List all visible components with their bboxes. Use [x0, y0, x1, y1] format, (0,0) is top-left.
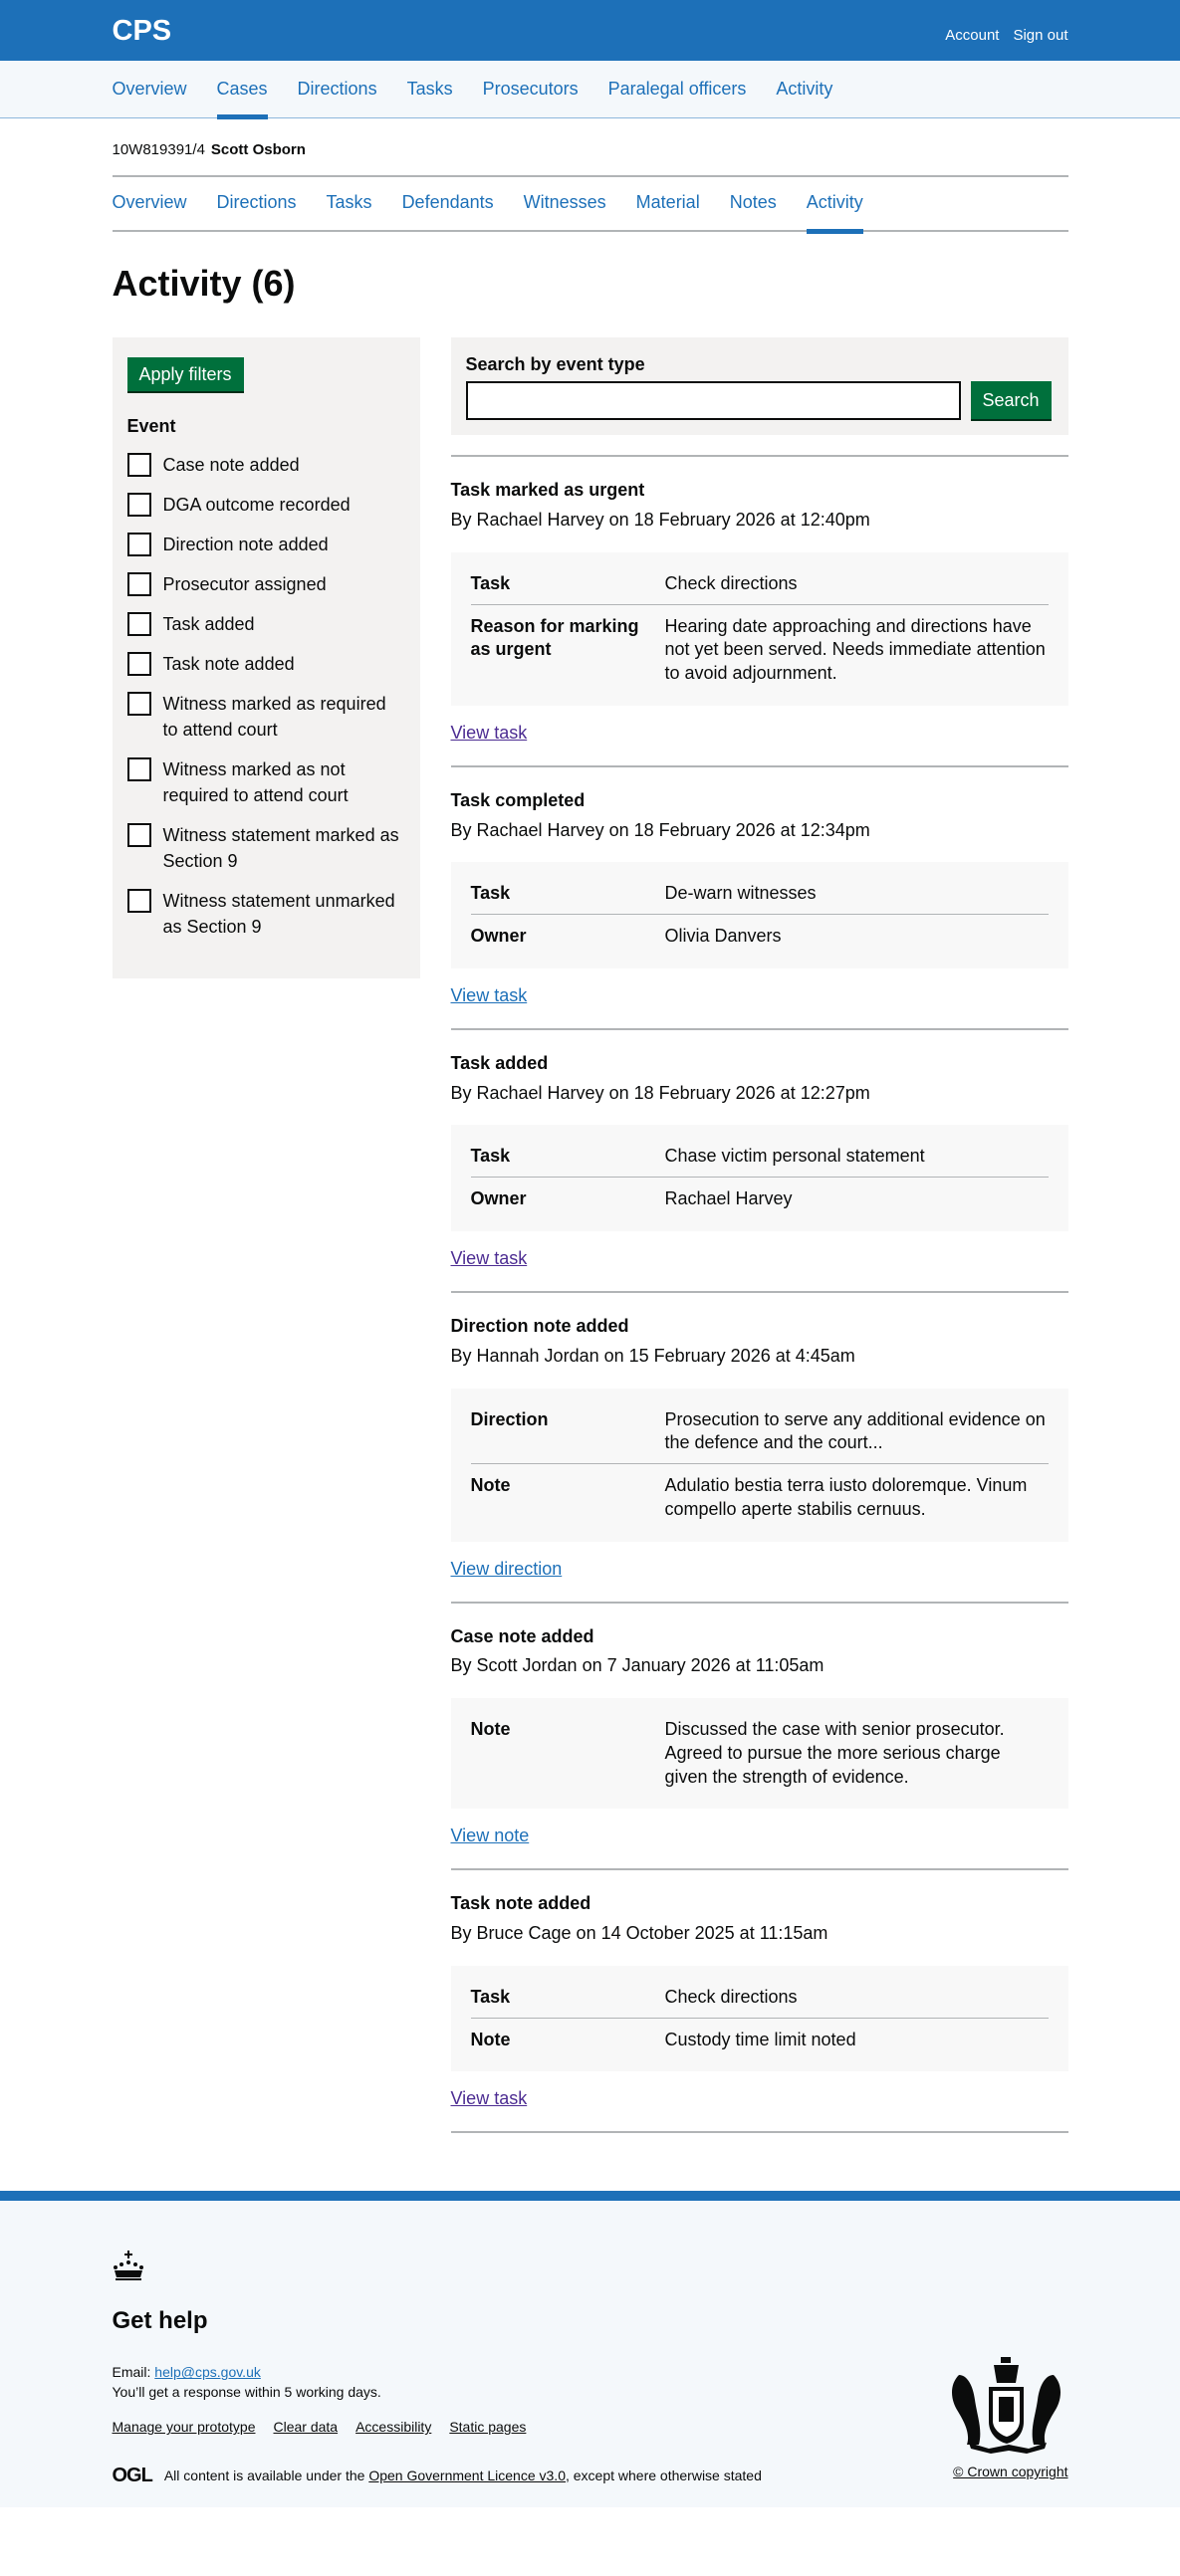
checkbox-icon[interactable]: [127, 757, 151, 781]
event-title: Task added: [450, 1052, 549, 1073]
filter-panel: [113, 337, 420, 979]
divider: [451, 2131, 1068, 2133]
nav-item-prosecutors[interactable]: Prosecutors: [482, 79, 579, 99]
detail-value: Chase victim personal statement: [664, 1146, 925, 1167]
view-task-link[interactable]: View task: [450, 2088, 528, 2109]
tab-defendants[interactable]: Defendants: [401, 192, 494, 212]
detail-value: Check directions: [664, 1986, 798, 2007]
filter-checkbox-direction-note-added[interactable]: [127, 532, 405, 557]
activity-event: [451, 1602, 1068, 1869]
get-help-heading: Get help: [112, 2307, 208, 2335]
detail-row: [471, 1398, 1049, 1465]
tab-material[interactable]: Material: [635, 192, 700, 212]
tab-activity[interactable]: Activity: [807, 177, 863, 232]
detail-key: Note: [470, 2029, 511, 2049]
case-number: 10W819391/4: [112, 141, 205, 158]
event-details: [451, 1698, 1068, 1809]
checkbox-label: Witness statement unmarked as Section 9: [162, 891, 395, 938]
event-details: [451, 552, 1068, 706]
crown-copyright-link[interactable]: © Crown copyright: [953, 2464, 1068, 2480]
crown-icon: [113, 2251, 144, 2280]
sign-out-link[interactable]: Sign out: [1013, 27, 1068, 44]
detail-value: Adulatio bestia terra iusto doloremque. Vinum compello aperte stabilis cernuus.: [664, 1475, 1028, 1519]
filter-checkbox-prosecutor-assigned[interactable]: [127, 571, 405, 597]
activity-event: [451, 455, 1068, 765]
event-title: Direction note added: [450, 1316, 629, 1336]
detail-row: [471, 562, 1049, 605]
response-time: You’ll get a response within 5 working days.: [112, 2384, 381, 2401]
detail-key: Task: [470, 883, 511, 904]
detail-value: De-warn witnesses: [664, 883, 817, 904]
checkbox-label: DGA outcome recorded: [162, 495, 351, 516]
nav-item-tasks[interactable]: Tasks: [406, 79, 453, 99]
nav-item-cases[interactable]: Cases: [217, 61, 268, 118]
checkbox-label: Witness marked as not required to attend court: [162, 759, 349, 806]
checkbox-icon[interactable]: [127, 453, 151, 477]
checkbox-label: Task note added: [162, 654, 295, 675]
view-note-link[interactable]: View note: [450, 1825, 530, 1846]
checkbox-label: Prosecutor assigned: [162, 574, 327, 595]
static-pages-link[interactable]: Static pages: [449, 2419, 527, 2436]
checkbox-icon[interactable]: [127, 493, 151, 517]
activity-event: [451, 1028, 1068, 1291]
event-byline: By Scott Jordan on 7 January 2026 at 11:05am: [450, 1655, 825, 1676]
view-task-link[interactable]: View task: [450, 984, 528, 1005]
nav-item-directions[interactable]: Directions: [297, 79, 377, 99]
event-byline: By Hannah Jordan on 15 February 2026 at 4:45am: [450, 1345, 855, 1366]
tab-tasks[interactable]: Tasks: [326, 192, 372, 212]
event-details: [451, 1125, 1068, 1231]
email-link[interactable]: help@cps.gov.uk: [154, 2364, 261, 2381]
nav-item-activity[interactable]: Activity: [776, 79, 833, 99]
detail-key: Owner: [470, 926, 527, 947]
event-title: Task note added: [450, 1893, 591, 1914]
event-details: [451, 1966, 1068, 2072]
filter-checkbox-witness-marked-as-not-required-to-attend-court[interactable]: [127, 756, 405, 808]
detail-value: Prosecution to serve any additional evidence on the defence and the court...: [664, 1408, 1046, 1453]
detail-row: [471, 1178, 1049, 1219]
licence-link[interactable]: Open Government Licence v3.0: [368, 2468, 566, 2484]
checkbox-label: Direction note added: [162, 535, 329, 555]
detail-row: [471, 1135, 1049, 1178]
manage-prototype-link[interactable]: Manage your prototype: [112, 2419, 256, 2436]
checkbox-label: Witness marked as required to attend court: [162, 694, 386, 741]
checkbox-label: Witness statement marked as Section 9: [162, 825, 399, 872]
royal-coat-of-arms-icon: [949, 2355, 1063, 2455]
checkbox-icon[interactable]: [127, 889, 151, 913]
event-title: Task marked as urgent: [450, 480, 645, 501]
activity-event: [451, 1291, 1068, 1602]
activity-event: [451, 1868, 1068, 2131]
checkbox-icon[interactable]: [127, 823, 151, 847]
ogl-logo: OGL: [112, 2465, 152, 2487]
detail-key: Note: [470, 1475, 511, 1495]
licence-text: [164, 2467, 762, 2484]
filter-checkbox-case-note-added[interactable]: [127, 452, 405, 478]
footer: [0, 2191, 1180, 2507]
detail-key: Owner: [470, 1188, 527, 1209]
activity-list: [451, 337, 1068, 2134]
filter-checkbox-task-note-added[interactable]: [127, 651, 405, 677]
detail-value: Discussed the case with senior prosecutor. Agreed to pursue the more serious charge given the strength of evidence.: [664, 1719, 1005, 1787]
event-legend: Event: [126, 415, 176, 436]
filter-checkbox-task-added[interactable]: [127, 611, 405, 637]
filter-checkbox-witness-marked-as-required-to-attend-court[interactable]: [127, 691, 405, 743]
licence-prefix: All content is available under the: [163, 2468, 369, 2484]
detail-key: Task: [470, 1146, 511, 1167]
checkbox-label: Case note added: [162, 455, 300, 476]
detail-value: Rachael Harvey: [664, 1188, 793, 1209]
licence-suffix: , except where otherwise stated: [565, 2468, 762, 2484]
detail-value: Hearing date approaching and directions have not yet been served. Needs immediate attention to avoid adjournment.: [664, 615, 1046, 684]
account-link[interactable]: Account: [945, 27, 1000, 44]
clear-data-link[interactable]: Clear data: [273, 2419, 339, 2436]
checkbox-icon[interactable]: [127, 692, 151, 716]
event-details: [451, 862, 1068, 968]
detail-key: Task: [470, 572, 511, 593]
checkbox-icon[interactable]: [127, 572, 151, 596]
detail-key: Direction: [470, 1408, 549, 1429]
activity-event: [451, 765, 1068, 1028]
defendant-name: Scott Osborn: [210, 141, 306, 158]
checkbox-label: Task added: [162, 614, 255, 635]
page-title: Activity (6): [112, 263, 296, 304]
view-direction-link[interactable]: View direction: [450, 1558, 563, 1579]
detail-key: Reason for marking as urgent: [470, 615, 639, 660]
event-byline: By Rachael Harvey on 18 February 2026 at 12:27pm: [450, 1082, 870, 1103]
detail-value: Custody time limit noted: [664, 2029, 856, 2049]
tab-notes[interactable]: Notes: [729, 192, 777, 212]
tab-overview[interactable]: Overview: [112, 192, 187, 212]
detail-row: [471, 1708, 1049, 1797]
site-header: [0, 0, 1180, 61]
detail-value: Check directions: [664, 572, 798, 593]
search-input[interactable]: [466, 381, 961, 420]
view-task-link[interactable]: View task: [450, 1247, 528, 1268]
email-label: Email:: [112, 2364, 155, 2381]
event-byline: By Bruce Cage on 14 October 2025 at 11:15am: [450, 1923, 828, 1944]
apply-filters-button[interactable]: Apply filters: [127, 357, 244, 391]
nav-item-paralegal-officers[interactable]: Paralegal officers: [607, 79, 747, 99]
tab-witnesses[interactable]: Witnesses: [523, 192, 606, 212]
event-details: [451, 1389, 1068, 1542]
event-title: Case note added: [450, 1625, 594, 1646]
case-nav: [113, 175, 1068, 232]
view-task-link[interactable]: View task: [450, 722, 528, 743]
event-byline: By Rachael Harvey on 18 February 2026 at 12:34pm: [450, 819, 870, 840]
detail-value: Olivia Danvers: [664, 926, 782, 947]
detail-row: [471, 872, 1049, 915]
detail-row: [471, 2019, 1049, 2060]
event-byline: By Rachael Harvey on 18 February 2026 at 12:40pm: [450, 510, 870, 531]
search-label: Search by event type: [465, 353, 645, 374]
checkbox-icon[interactable]: [127, 652, 151, 676]
detail-key: Task: [470, 1986, 511, 2007]
detail-row: [471, 915, 1049, 957]
checkbox-icon[interactable]: [127, 612, 151, 636]
filter-checkbox-witness-statement-unmarked-as-section-9[interactable]: [127, 888, 405, 940]
cps-logo[interactable]: CPS: [112, 15, 172, 47]
case-reference: [113, 118, 1068, 175]
event-title: Task completed: [450, 789, 586, 810]
search-panel: [451, 337, 1068, 436]
detail-row: [471, 1976, 1049, 2019]
tab-directions[interactable]: Directions: [216, 192, 297, 212]
search-button[interactable]: Search: [971, 381, 1052, 419]
accessibility-link[interactable]: Accessibility: [355, 2419, 432, 2436]
filter-checkbox-witness-statement-marked-as-section-9[interactable]: [127, 822, 405, 874]
filter-checkbox-dga-outcome-recorded[interactable]: [127, 492, 405, 518]
nav-item-overview[interactable]: Overview: [112, 79, 187, 99]
detail-row: [471, 1464, 1049, 1530]
primary-nav: [0, 61, 1180, 118]
detail-key: Note: [470, 1719, 511, 1740]
checkbox-icon[interactable]: [127, 533, 151, 556]
detail-row: [471, 605, 1049, 694]
